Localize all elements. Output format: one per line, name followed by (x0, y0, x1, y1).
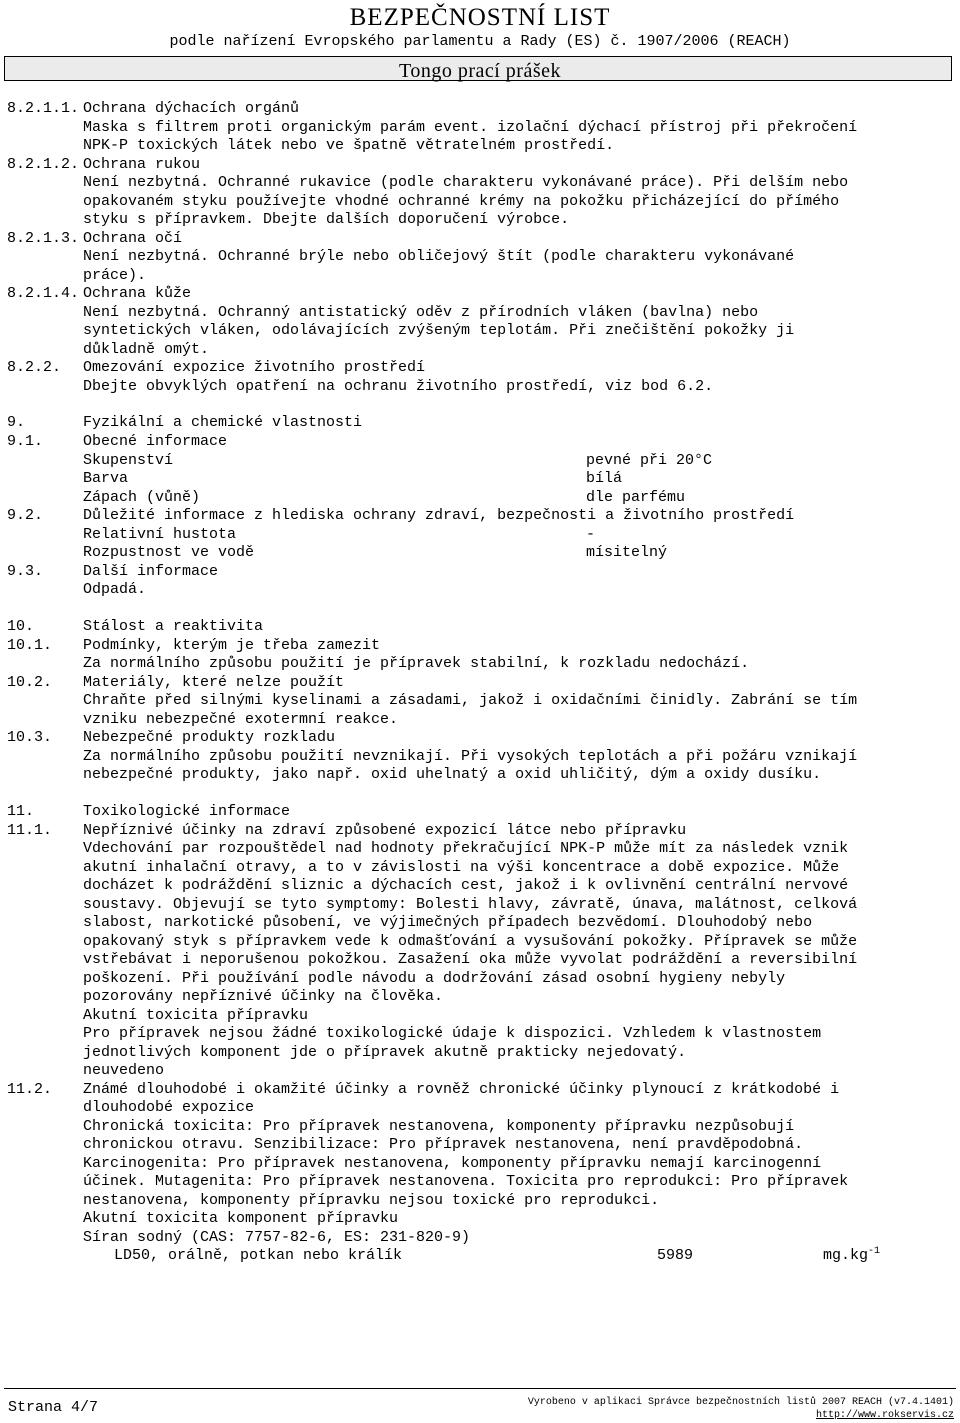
body-text-line: Pro přípravek nejsou žádné toxikologické údaje k dispozici. Vzhledem k vlastnostem (83, 1025, 822, 1042)
footer-rule (4, 1388, 956, 1389)
body-text-line: Akutní toxicita přípravku (83, 1007, 309, 1024)
body-text-line: styku s přípravkem. Dbejte dalších doporučení výrobce. (83, 211, 570, 228)
body-text-line: chronickou otravu. Senzibilizace: Pro přípravek nestanovena, není pravděpodobná. (83, 1136, 804, 1153)
section-number: 10.3. (7, 729, 53, 746)
body-text-line: slabost, narkotické působení, ve výjimečných případech bezvědomí. Dlouhodobý nebo (83, 914, 813, 931)
section-heading: Důležité informace z hlediska ochrany zdraví, bezpečnosti a životního prostředí (83, 507, 795, 524)
body-text-line: dlouhodobé expozice (83, 1099, 255, 1116)
body-text-line: Chraňte před silnými kyselinami a zásadami, jakož i oxidačními činidly. Zabrání se tím (83, 692, 858, 709)
body-text-line: práce). (83, 267, 147, 284)
section-number: 9.3. (7, 563, 44, 580)
section-number: 10. (7, 618, 35, 635)
body-text-line: Akutní toxicita komponent přípravku (83, 1210, 399, 1227)
body-text-line: neuvedeno (83, 1062, 165, 1079)
document-title: BEZPEČNOSTNÍ LIST (349, 4, 611, 31)
property-name: Relativní hustota (83, 526, 237, 543)
regulation-subtitle: podle nařízení Evropského parlamentu a Rady (ES) č. 1907/2006 (REACH) (169, 33, 791, 50)
page-number: Strana 4/7 (8, 1399, 99, 1416)
body-text-line: pozorovány nepříznivé účinky na člověka. (83, 988, 444, 1005)
section-heading: Ochrana očí (83, 230, 183, 247)
section-heading: Nepříznivé účinky na zdraví způsobené expozicí látce nebo přípravku (83, 822, 687, 839)
body-text-line: vstřebávat i neporušenou pokožkou. Zasažení oka může vyvolat podráždění a reversibilní (83, 951, 858, 968)
body-text-line: nebezpečné produkty, jako např. oxid uhelnatý a oxid uhličitý, dým a oxidy dusíku. (83, 766, 822, 783)
body-text-line: jednotlivých komponent jde o přípravek akutně prakticky nejedovatý. (83, 1044, 687, 1061)
footer-info (528, 1396, 954, 1422)
ld50-unit-exponent: -1 (868, 1246, 881, 1257)
property-value: mísitelný (586, 544, 668, 561)
section-number: 8.2.1.1. (7, 100, 80, 117)
property-name: Rozpustnost ve vodě (83, 544, 255, 561)
body-text-line: Odpadá. (83, 581, 147, 598)
section-number: 11.2. (7, 1081, 53, 1098)
body-text-line: Za normálního způsobu použití je přípravek stabilní, k rozkladu nedochází. (83, 655, 750, 672)
ld50-value: 5989 (657, 1247, 694, 1264)
body-text-line: Není nezbytná. Ochranné rukavice (podle charakteru vykonávané práce). Při delším nebo (83, 174, 849, 191)
section-heading: Fyzikální a chemické vlastnosti (83, 414, 363, 431)
section-heading: Nebezpečné produkty rozkladu (83, 729, 336, 746)
section-number: 8.2.1.2. (7, 156, 80, 173)
section-heading: Další informace (83, 563, 219, 580)
body-text-line: poškození. Při používání podle návodu a dodržování zásad osobní hygieny nebyly (83, 970, 786, 987)
section-number: 8.2.1.4. (7, 285, 80, 302)
property-name: Barva (83, 470, 129, 487)
section-number: 9.2. (7, 507, 44, 524)
producer-note: Vyrobeno v aplikaci Správce bezpečnostních listů 2007 REACH (v7.4.1401) (527, 1397, 954, 1408)
body-text-line: Dbejte obvyklých opatření na ochranu životního prostředí, viz bod 6.2. (83, 378, 714, 395)
section-number: 10.1. (7, 637, 53, 654)
body-text-line: syntetických vláken, odolávajících zvýšeným teplotám. Při znečištění pokožky ji (83, 322, 795, 339)
producer-link[interactable]: http://www.rokservis.cz (815, 1410, 954, 1421)
body-text-line: Není nezbytná. Ochranný antistatický oděv z přírodních vláken (bavlna) nebo (83, 304, 759, 321)
property-name: Zápach (vůně) (83, 489, 201, 506)
section-heading: Obecné informace (83, 433, 228, 450)
section-number: 11. (7, 803, 35, 820)
ld50-label: LD50, orálně, potkan nebo králík (114, 1247, 403, 1264)
body-text-line: docházet k podráždění sliznic a dýchacích cest, jakož i k ovlivnění centrální nervové (83, 877, 849, 894)
section-heading: Známé dlouhodobé i okamžité účinky a rovněž chronické účinky plynoucí z krátkodobé i (83, 1081, 840, 1098)
body-text-line: soustavy. Objevují se tyto symptomy: Bolesti hlavy, závratě, únava, malátnost, celková (83, 896, 858, 913)
section-number: 10.2. (7, 674, 53, 691)
body-text-line: důkladně omýt. (83, 341, 210, 358)
section-heading: Ochrana kůže (83, 285, 192, 302)
property-name: Skupenství (83, 452, 174, 469)
body-text-line: opakovaném styku používejte vhodné ochranné krémy na pokožku přicházející do přímého (83, 193, 840, 210)
section-heading: Toxikologické informace (83, 803, 291, 820)
body-text-line: Vdechování par rozpouštědel nad hodnoty překračující NPK-P může mít za následek vznik (83, 840, 849, 857)
ld50-unit-base: mg.kg (823, 1247, 869, 1264)
body-text-line: NPK-P toxických látek nebo ve špatně větratelném prostředí. (83, 137, 615, 154)
section-number: 9. (7, 414, 26, 431)
body-text-line: Maska s filtrem proti organickým parám event. izolační dýchací přístroj při překročení (83, 119, 858, 136)
body-text-line: akutní inhalační otravy, a to v závislosti na výši koncentrace a době expozice. Může (83, 859, 840, 876)
section-heading: Materiály, které nelze použít (83, 674, 345, 691)
section-heading: Ochrana rukou (83, 156, 201, 173)
section-number: 11.1. (7, 822, 53, 839)
section-heading: Podmínky, kterým je třeba zamezit (83, 637, 381, 654)
ld50-unit (823, 1247, 880, 1267)
body-text-line: opakovaný styk s přípravkem vede k odmašťování a vysušování pokožky. Přípravek se může (83, 933, 858, 950)
section-heading: Stálost a reaktivita (83, 618, 264, 635)
body-text-line: Za normálního způsobu použití nevznikají. Při vysokých teplotách a při požáru vznikají (83, 748, 858, 765)
body-text-line: Není nezbytná. Ochranné brýle nebo obličejový štít (podle charakteru vykonávané (83, 248, 795, 265)
section-number: 9.1. (7, 433, 44, 450)
section-number: 8.2.1.3. (7, 230, 80, 247)
property-value: pevné při 20°C (586, 452, 713, 469)
body-text-line: Síran sodný (CAS: 7757-82-6, ES: 231-820-9) (83, 1229, 471, 1246)
body-text-line: Karcinogenita: Pro přípravek nestanovena, komponenty přípravku nemají karcinogenní (83, 1155, 822, 1172)
section-number: 8.2.2. (7, 359, 62, 376)
property-value: - (586, 526, 596, 543)
section-heading: Omezování expozice životního prostředí (83, 359, 426, 376)
body-text-line: vzniku nebezpečné exotermní reakce. (83, 711, 399, 728)
property-value: dle parfému (586, 489, 686, 506)
body-text-line: Chronická toxicita: Pro přípravek nestanovena, komponenty přípravku nezpůsobují (83, 1118, 795, 1135)
product-name: Tongo prací prášek (399, 60, 561, 82)
body-text-line: nestanovena, komponenty přípravku nejsou toxické pro reprodukci. (83, 1192, 660, 1209)
body-text-line: účinek. Mutagenita: Pro přípravek nestanovena. Toxicita pro reprodukci: Pro přípravek (83, 1173, 849, 1190)
section-heading: Ochrana dýchacích orgánů (83, 100, 300, 117)
property-value: bílá (586, 470, 623, 487)
